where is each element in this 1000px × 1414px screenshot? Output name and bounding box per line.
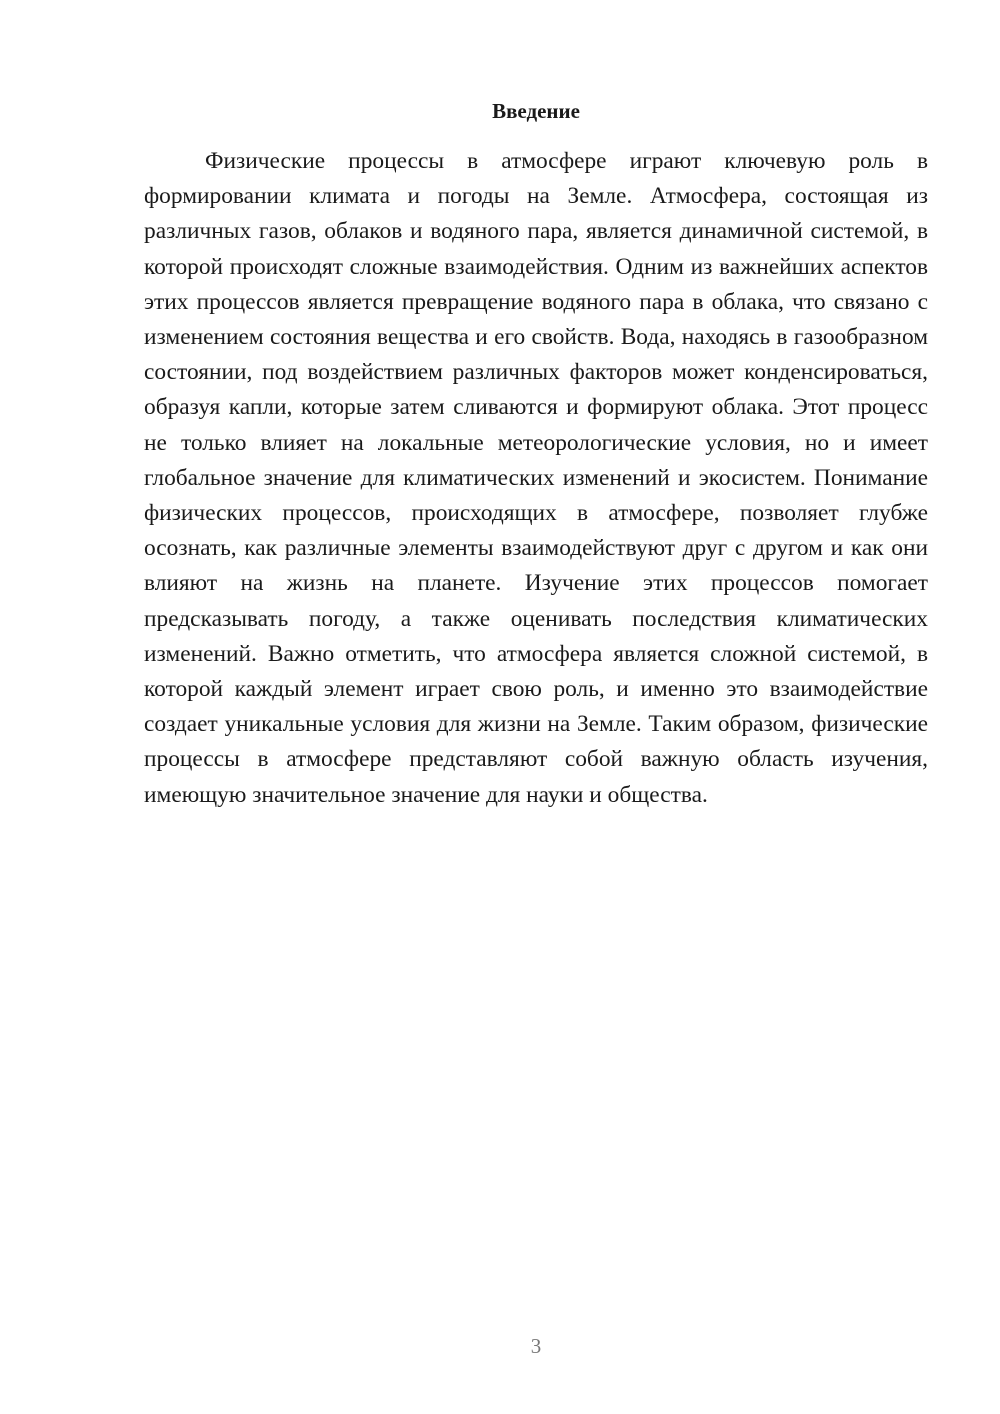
- page-number: 3: [530, 1334, 542, 1358]
- page-title: Введение: [492, 99, 580, 123]
- body-paragraph: Физические процессы в атмосфере играют ключевую роль в формировании климата и погоды на Земле. Атмосфера, состоящая из различных газов, облаков и водяного пара, является динамичной системой, в которой происходят сложные взаимодействия. Одним из важнейших аспектов этих процессов является превращение водяного пара в облака, что связано с изменением состояния вещества и его свойств. Вода, находясь в газообразном состоянии, под воздействием различных факторов может конденсироваться, образуя капли, которые затем сливаются и формируют облака. Этот процесс не только влияет на локальные метеорологические условия, но и имеет глобальное значение для климатических изменений и экосистем. Понимание физических процессов, происходящих в атмосфере, позволяет глубже осознать, как различные элементы взаимодействуют друг с другом и как они влияют на жизнь на планете. Изучение этих процессов помогает предсказывать погоду, а также оценивать последствия климатических изменений. Важно отметить, что атмосфера является сложной системой, в которой каждый элемент играет свою роль, и именно это взаимодействие создает уникальные условия для жизни на Земле. Таким образом, физические процессы в атмосфере представляют собой важную область изучения, имеющую значительное значение для науки и общества.: [144, 148, 928, 808]
